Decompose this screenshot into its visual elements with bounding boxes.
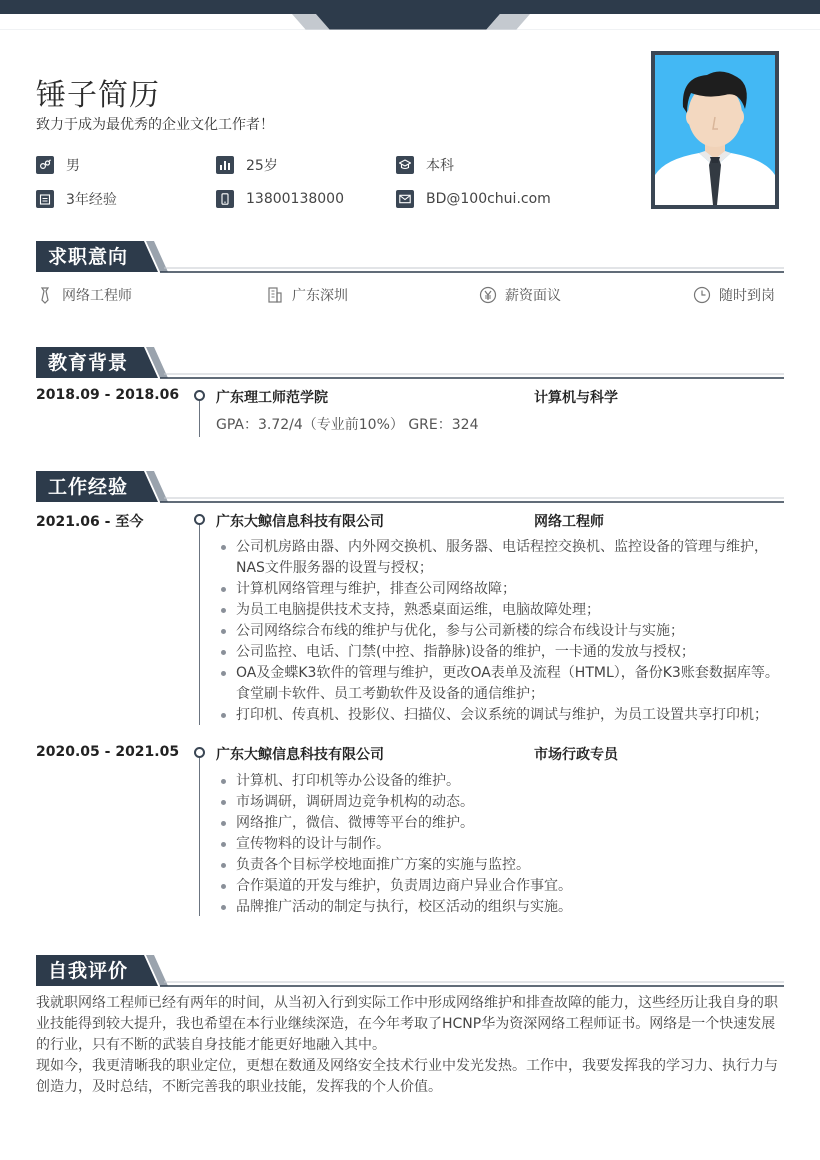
list-item: OA及金蝶K3软件的管理与维护，更改OA表单及流程（HTML），备份K3账套数据库等。食堂刷卡软件、员工考勤软件及设备的通信维护；: [218, 663, 784, 705]
list-item: 计算机网络管理与维护，排查公司网络故障；: [218, 579, 784, 600]
education-timeline-dot: [194, 390, 205, 401]
work2-timeline-line: [199, 752, 200, 916]
resume-motto: 致力于成为最优秀的企业文化工作者！: [36, 117, 274, 133]
profile-gender: [36, 155, 80, 175]
self-evaluation-paragraph: 我就职网络工程师已经有两年的时间，从当初入行到实际工作中形成网络维护和排查故障的能力，这些经历让我自身的职业技能得到较大提升，我也希望在本行业继续深造，在今年考取了HCNP华为资深网络工程师证书。网络是一个快速发展的行业，只有不断的武装自身技能才能更好地融入其中。: [36, 995, 778, 1053]
intent-availability-value: 随时到岗: [719, 288, 775, 304]
work2-date: 2020.05 - 2021.05: [36, 744, 180, 760]
list-item: 公司网络综合布线的维护与优化，参与公司新楼的综合布线设计与实施；: [218, 621, 784, 642]
profile-email-value: BD@100chui.com: [426, 191, 551, 207]
profile-age: [216, 155, 278, 175]
list-item: 网络推广，微信、微博等平台的维护。: [218, 813, 784, 834]
profile-phone: [216, 189, 344, 209]
section-header-education: [36, 347, 784, 379]
profile-degree: [396, 155, 454, 175]
education-timeline-line: [199, 395, 200, 437]
graduation-cap-icon: [396, 156, 414, 174]
yen-icon: [479, 286, 497, 304]
resume-name: 锤子简历: [36, 78, 160, 113]
list-item: 合作渠道的开发与维护，负责周边商户异业合作事宜。: [218, 876, 784, 897]
section-title-education: 教育背景: [48, 352, 129, 374]
work2-role: 市场行政专员: [534, 747, 618, 763]
gender-icon: [36, 156, 54, 174]
section-header-self: [36, 955, 784, 987]
education-school: 广东理工师范学院: [216, 390, 328, 406]
list-item: 公司机房路由器、内外网交换机、服务器、电话程控交换机、监控设备的管理与维护，NAS文件服务器的设置与授权；: [218, 537, 784, 579]
list-item: 打印机、传真机、投影仪、扫描仪、会议系统的调试与维护，为员工设置共享打印机；: [218, 705, 784, 726]
work2-company: 广东大鲸信息科技有限公司: [216, 747, 384, 763]
intent-availability: [693, 285, 775, 305]
phone-icon: [216, 190, 234, 208]
profile-age-value: 25岁: [246, 158, 278, 174]
profile-phone-value: 13800138000: [246, 191, 344, 207]
age-chart-icon: [216, 156, 234, 174]
work1-timeline-dot: [194, 514, 205, 525]
section-header-work: [36, 471, 784, 503]
profile-experience-value: 3年经验: [66, 192, 117, 208]
building-icon: [266, 286, 284, 304]
education-major: 计算机与科学: [534, 390, 618, 406]
top-decoration-bar: [0, 0, 820, 30]
intent-position-value: 网络工程师: [62, 288, 132, 304]
intent-salary: [479, 285, 561, 305]
list-item: 计算机、打印机等办公设备的维护。: [218, 771, 784, 792]
avatar-illustration: [655, 55, 775, 205]
work1-date: 2021.06 - 至今: [36, 514, 144, 530]
profile-experience: [36, 189, 117, 209]
education-date: 2018.09 - 2018.06: [36, 387, 180, 403]
intent-location: [266, 285, 348, 305]
profile-gender-value: 男: [66, 158, 80, 174]
section-header-intent: [36, 241, 784, 273]
calendar-icon: [36, 190, 54, 208]
list-item: 市场调研，调研周边竞争机构的动态。: [218, 792, 784, 813]
intent-salary-value: 薪资面议: [505, 288, 561, 304]
work1-role: 网络工程师: [534, 514, 604, 530]
tie-icon: [36, 286, 54, 304]
intent-location-value: 广东深圳: [292, 288, 348, 304]
mail-icon: [396, 190, 414, 208]
profile-photo: [651, 51, 779, 209]
self-evaluation: [36, 993, 784, 1098]
self-evaluation-paragraph: 现如今，我更清晰我的职业定位，更想在数通及网络安全技术行业中发光发热。工作中，我要发挥我的学习力、执行力与创造力，及时总结，不断完善我的职业技能，发挥我的个人价值。: [36, 1058, 778, 1095]
education-detail: GPA：3.72/4（专业前10%） GRE：324: [216, 417, 479, 433]
list-item: 宣传物料的设计与制作。: [218, 834, 784, 855]
work2-duties: [218, 771, 784, 918]
clock-icon: [693, 286, 711, 304]
section-title-work: 工作经验: [48, 476, 129, 498]
list-item: 品牌推广活动的制定与执行，校区活动的组织与实施。: [218, 897, 784, 918]
work1-company: 广东大鲸信息科技有限公司: [216, 514, 384, 530]
list-item: 为员工电脑提供技术支持，熟悉桌面运维，电脑故障处理；: [218, 600, 784, 621]
profile-email: [396, 189, 551, 209]
section-title-self: 自我评价: [48, 960, 129, 982]
list-item: 公司监控、电话、门禁(中控、指静脉)设备的维护，一卡通的发放与授权；: [218, 642, 784, 663]
profile-degree-value: 本科: [426, 158, 454, 174]
section-title-intent: 求职意向: [48, 246, 129, 268]
list-item: 负责各个目标学校地面推广方案的实施与监控。: [218, 855, 784, 876]
work2-timeline-dot: [194, 747, 205, 758]
work1-timeline-line: [199, 519, 200, 725]
intent-position: [36, 285, 132, 305]
work1-duties: [218, 537, 784, 726]
